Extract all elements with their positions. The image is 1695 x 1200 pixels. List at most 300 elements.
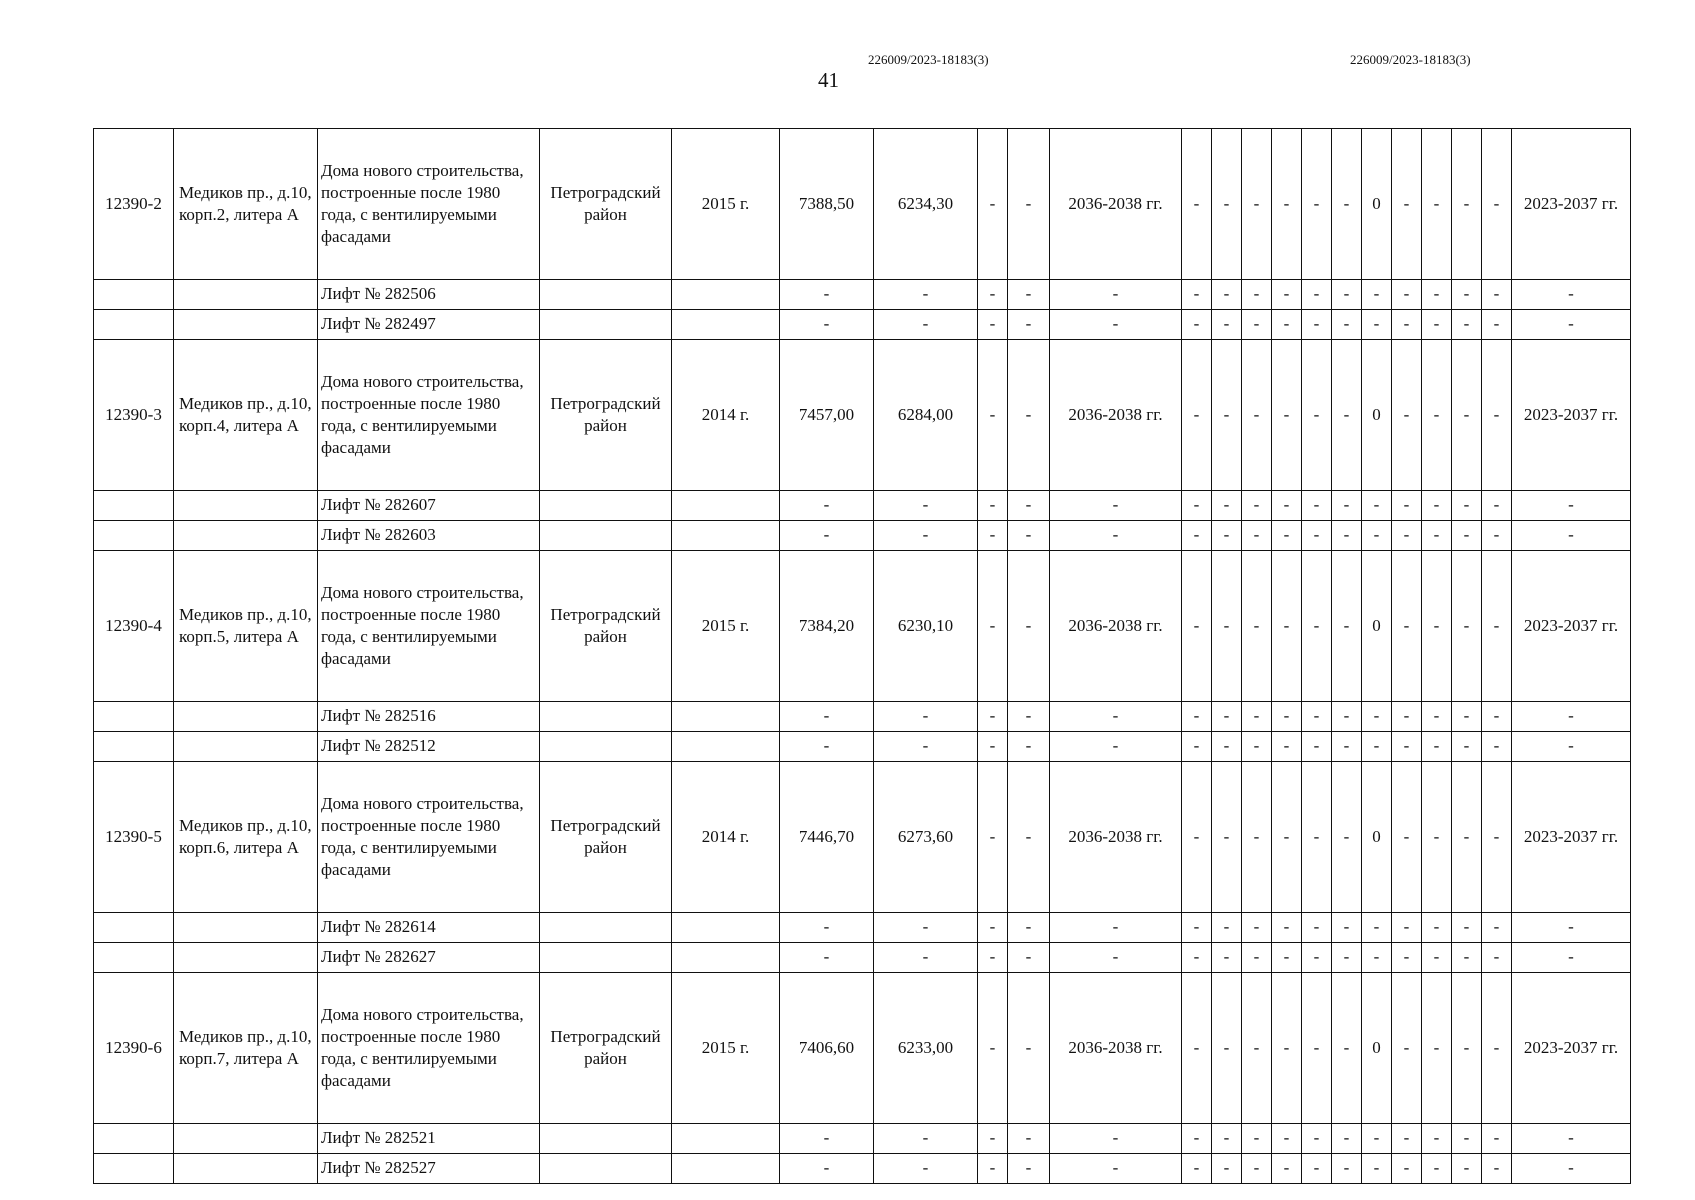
- period-cell: -: [1050, 732, 1182, 762]
- work-type-cell: -: [1422, 1154, 1452, 1184]
- work-type-cell: -: [1242, 943, 1272, 973]
- work-type-cell: -: [1212, 491, 1242, 521]
- work-type-cell: -: [1452, 340, 1482, 491]
- total-area-cell: -: [780, 491, 874, 521]
- mark-cell-1: -: [978, 521, 1008, 551]
- living-area-cell: 6273,60: [874, 762, 978, 913]
- work-type-cell: -: [1422, 732, 1452, 762]
- living-area-cell: 6234,30: [874, 129, 978, 280]
- empty-address-cell: [174, 491, 318, 521]
- work-type-cell: -: [1362, 913, 1392, 943]
- program-period-cell: -: [1512, 491, 1631, 521]
- page-number: 41: [818, 68, 839, 92]
- total-area-cell: 7384,20: [780, 551, 874, 702]
- work-type-cell: -: [1272, 913, 1302, 943]
- mark-cell-1: -: [978, 1124, 1008, 1154]
- period-cell: -: [1050, 1154, 1182, 1184]
- program-period-cell: -: [1512, 913, 1631, 943]
- work-type-cell: -: [1272, 280, 1302, 310]
- work-type-cell: -: [1332, 913, 1362, 943]
- work-type-cell: -: [1392, 551, 1422, 702]
- work-type-cell: -: [1212, 732, 1242, 762]
- empty-address-cell: [174, 913, 318, 943]
- living-area-cell: -: [874, 521, 978, 551]
- total-area-cell: -: [780, 521, 874, 551]
- program-period-cell: -: [1512, 943, 1631, 973]
- mark-cell-1: -: [978, 551, 1008, 702]
- mark-cell-1: -: [978, 340, 1008, 491]
- building-type-cell: Дома нового строительства, построенные после 1980 года, с вентилируемыми фасадами: [318, 551, 540, 702]
- lift-name-cell: Лифт № 282497: [318, 310, 540, 340]
- work-type-cell: -: [1482, 521, 1512, 551]
- work-type-cell: -: [1212, 913, 1242, 943]
- work-type-cell: -: [1482, 943, 1512, 973]
- work-type-cell: -: [1302, 551, 1332, 702]
- work-type-cell: -: [1302, 1124, 1332, 1154]
- mark-cell-2: -: [1008, 310, 1050, 340]
- work-type-cell: -: [1332, 1154, 1362, 1184]
- living-area-cell: -: [874, 491, 978, 521]
- work-type-cell: -: [1422, 943, 1452, 973]
- empty-address-cell: [174, 521, 318, 551]
- empty-district-cell: [540, 310, 672, 340]
- period-cell: -: [1050, 943, 1182, 973]
- empty-year-cell: [672, 310, 780, 340]
- work-type-cell: -: [1272, 1124, 1302, 1154]
- mark-cell-2: -: [1008, 1154, 1050, 1184]
- work-type-cell: -: [1302, 943, 1332, 973]
- work-type-cell: -: [1212, 702, 1242, 732]
- mark-cell-1: -: [978, 973, 1008, 1124]
- total-area-cell: 7446,70: [780, 762, 874, 913]
- mark-cell-1: -: [978, 1154, 1008, 1184]
- work-type-cell: -: [1212, 280, 1242, 310]
- work-type-cell: -: [1272, 310, 1302, 340]
- period-cell: 2036-2038 гг.: [1050, 762, 1182, 913]
- work-type-cell: -: [1182, 129, 1212, 280]
- work-type-cell: -: [1182, 702, 1212, 732]
- empty-id-cell: [94, 491, 174, 521]
- work-type-cell: -: [1242, 1124, 1272, 1154]
- work-type-cell: -: [1452, 702, 1482, 732]
- work-type-cell: -: [1482, 551, 1512, 702]
- empty-district-cell: [540, 732, 672, 762]
- work-type-cell: -: [1362, 1124, 1392, 1154]
- total-area-cell: -: [780, 280, 874, 310]
- work-type-cell: -: [1482, 702, 1512, 732]
- empty-year-cell: [672, 1154, 780, 1184]
- address-cell: Медиков пр., д.10, корп.7, литера А: [174, 973, 318, 1124]
- work-type-cell: -: [1212, 1154, 1242, 1184]
- lift-name-cell: Лифт № 282603: [318, 521, 540, 551]
- mark-cell-2: -: [1008, 340, 1050, 491]
- program-period-cell: -: [1512, 1154, 1631, 1184]
- empty-address-cell: [174, 310, 318, 340]
- lift-name-cell: Лифт № 282527: [318, 1154, 540, 1184]
- empty-year-cell: [672, 702, 780, 732]
- building-type-cell: Дома нового строительства, построенные после 1980 года, с вентилируемыми фасадами: [318, 340, 540, 491]
- work-type-cell: -: [1362, 280, 1392, 310]
- mark-cell-2: -: [1008, 1124, 1050, 1154]
- work-type-cell: -: [1332, 491, 1362, 521]
- empty-address-cell: [174, 1124, 318, 1154]
- work-type-cell: -: [1302, 491, 1332, 521]
- empty-year-cell: [672, 913, 780, 943]
- lift-row: [94, 310, 1631, 340]
- work-type-cell: -: [1182, 732, 1212, 762]
- work-type-cell: -: [1272, 732, 1302, 762]
- empty-id-cell: [94, 310, 174, 340]
- work-type-cell: -: [1332, 521, 1362, 551]
- living-area-cell: -: [874, 943, 978, 973]
- work-type-cell: -: [1302, 732, 1332, 762]
- lift-row: [94, 943, 1631, 973]
- work-type-cell: -: [1422, 1124, 1452, 1154]
- work-type-cell: -: [1272, 762, 1302, 913]
- empty-id-cell: [94, 702, 174, 732]
- program-period-cell: 2023-2037 гг.: [1512, 762, 1631, 913]
- program-period-cell: 2023-2037 гг.: [1512, 129, 1631, 280]
- work-type-cell: -: [1242, 702, 1272, 732]
- work-type-cell: -: [1452, 762, 1482, 913]
- work-type-cell: -: [1482, 340, 1512, 491]
- building-type-cell: Дома нового строительства, построенные после 1980 года, с вентилируемыми фасадами: [318, 129, 540, 280]
- lift-row: [94, 521, 1631, 551]
- work-type-cell: -: [1242, 129, 1272, 280]
- work-type-cell: -: [1392, 702, 1422, 732]
- work-type-cell: -: [1212, 973, 1242, 1124]
- empty-year-cell: [672, 521, 780, 551]
- work-type-cell: -: [1182, 1124, 1212, 1154]
- mark-cell-2: -: [1008, 973, 1050, 1124]
- mark-cell-1: -: [978, 280, 1008, 310]
- program-period-cell: -: [1512, 310, 1631, 340]
- mark-cell-1: -: [978, 491, 1008, 521]
- work-type-cell: -: [1482, 491, 1512, 521]
- work-type-cell: -: [1392, 340, 1422, 491]
- mark-cell-2: -: [1008, 732, 1050, 762]
- work-type-cell: -: [1482, 129, 1512, 280]
- work-type-cell: -: [1272, 1154, 1302, 1184]
- work-type-cell: -: [1332, 129, 1362, 280]
- lift-name-cell: Лифт № 282506: [318, 280, 540, 310]
- period-cell: 2036-2038 гг.: [1050, 129, 1182, 280]
- work-type-cell: -: [1392, 280, 1422, 310]
- work-type-cell: -: [1332, 310, 1362, 340]
- total-area-cell: -: [780, 913, 874, 943]
- year-cell: 2015 г.: [672, 129, 780, 280]
- work-type-cell: -: [1242, 310, 1272, 340]
- work-type-cell: -: [1392, 732, 1422, 762]
- work-type-cell: -: [1422, 973, 1452, 1124]
- lift-row: [94, 702, 1631, 732]
- work-type-cell: -: [1182, 913, 1212, 943]
- district-cell: Петроградский район: [540, 340, 672, 491]
- period-cell: -: [1050, 280, 1182, 310]
- building-row: [94, 340, 1631, 491]
- total-area-cell: -: [780, 310, 874, 340]
- mark-cell-2: -: [1008, 521, 1050, 551]
- work-type-cell: -: [1482, 310, 1512, 340]
- work-type-cell: -: [1212, 762, 1242, 913]
- living-area-cell: -: [874, 1154, 978, 1184]
- mark-cell-1: -: [978, 732, 1008, 762]
- living-area-cell: -: [874, 732, 978, 762]
- work-type-cell: -: [1242, 280, 1272, 310]
- work-type-cell: -: [1182, 280, 1212, 310]
- work-type-cell: -: [1302, 521, 1332, 551]
- empty-address-cell: [174, 943, 318, 973]
- lift-name-cell: Лифт № 282512: [318, 732, 540, 762]
- empty-year-cell: [672, 491, 780, 521]
- work-type-cell: -: [1422, 340, 1452, 491]
- empty-district-cell: [540, 1124, 672, 1154]
- program-period-cell: -: [1512, 702, 1631, 732]
- mark-cell-1: -: [978, 762, 1008, 913]
- work-type-cell: -: [1272, 491, 1302, 521]
- period-cell: -: [1050, 491, 1182, 521]
- total-area-cell: -: [780, 1154, 874, 1184]
- work-type-cell: -: [1302, 129, 1332, 280]
- program-period-cell: 2023-2037 гг.: [1512, 340, 1631, 491]
- work-type-cell: -: [1452, 973, 1482, 1124]
- work-type-cell: 0: [1362, 340, 1392, 491]
- lift-row: [94, 491, 1631, 521]
- work-type-cell: -: [1242, 1154, 1272, 1184]
- work-type-cell: -: [1362, 1154, 1392, 1184]
- work-type-cell: -: [1242, 732, 1272, 762]
- mark-cell-2: -: [1008, 702, 1050, 732]
- mark-cell-2: -: [1008, 551, 1050, 702]
- work-type-cell: -: [1392, 521, 1422, 551]
- work-type-cell: -: [1422, 551, 1452, 702]
- work-type-cell: -: [1482, 1154, 1512, 1184]
- work-type-cell: -: [1242, 973, 1272, 1124]
- work-type-cell: -: [1392, 943, 1422, 973]
- work-type-cell: -: [1212, 129, 1242, 280]
- empty-id-cell: [94, 280, 174, 310]
- work-type-cell: -: [1482, 913, 1512, 943]
- work-type-cell: -: [1302, 310, 1332, 340]
- work-type-cell: -: [1212, 943, 1242, 973]
- empty-year-cell: [672, 280, 780, 310]
- address-cell: Медиков пр., д.10, корп.5, литера А: [174, 551, 318, 702]
- mark-cell-1: -: [978, 943, 1008, 973]
- work-type-cell: -: [1332, 973, 1362, 1124]
- work-type-cell: -: [1302, 702, 1332, 732]
- program-period-cell: -: [1512, 732, 1631, 762]
- lift-name-cell: Лифт № 282627: [318, 943, 540, 973]
- empty-district-cell: [540, 1154, 672, 1184]
- work-type-cell: -: [1452, 129, 1482, 280]
- period-cell: -: [1050, 1124, 1182, 1154]
- work-type-cell: -: [1422, 702, 1452, 732]
- year-cell: 2015 г.: [672, 973, 780, 1124]
- work-type-cell: -: [1422, 521, 1452, 551]
- empty-district-cell: [540, 943, 672, 973]
- empty-address-cell: [174, 732, 318, 762]
- mark-cell-1: -: [978, 913, 1008, 943]
- lift-name-cell: Лифт № 282521: [318, 1124, 540, 1154]
- work-type-cell: -: [1392, 1154, 1422, 1184]
- work-type-cell: -: [1392, 913, 1422, 943]
- total-area-cell: 7457,00: [780, 340, 874, 491]
- empty-district-cell: [540, 521, 672, 551]
- work-type-cell: -: [1212, 521, 1242, 551]
- work-type-cell: -: [1482, 973, 1512, 1124]
- work-type-cell: -: [1452, 310, 1482, 340]
- work-type-cell: -: [1362, 310, 1392, 340]
- period-cell: -: [1050, 913, 1182, 943]
- living-area-cell: 6284,00: [874, 340, 978, 491]
- mark-cell-2: -: [1008, 129, 1050, 280]
- program-period-cell: -: [1512, 280, 1631, 310]
- work-type-cell: -: [1422, 913, 1452, 943]
- period-cell: 2036-2038 гг.: [1050, 551, 1182, 702]
- work-type-cell: -: [1392, 310, 1422, 340]
- work-type-cell: -: [1242, 491, 1272, 521]
- work-type-cell: -: [1272, 129, 1302, 280]
- lift-name-cell: Лифт № 282516: [318, 702, 540, 732]
- total-area-cell: -: [780, 943, 874, 973]
- mark-cell-2: -: [1008, 491, 1050, 521]
- address-cell: Медиков пр., д.10, корп.6, литера А: [174, 762, 318, 913]
- total-area-cell: -: [780, 732, 874, 762]
- empty-id-cell: [94, 1124, 174, 1154]
- mark-cell-2: -: [1008, 943, 1050, 973]
- building-id-cell: 12390-2: [94, 129, 174, 280]
- work-type-cell: -: [1422, 491, 1452, 521]
- work-type-cell: -: [1242, 913, 1272, 943]
- work-type-cell: -: [1422, 762, 1452, 913]
- work-type-cell: -: [1302, 913, 1332, 943]
- work-type-cell: -: [1392, 491, 1422, 521]
- work-type-cell: -: [1452, 551, 1482, 702]
- work-type-cell: -: [1482, 1124, 1512, 1154]
- work-type-cell: -: [1452, 280, 1482, 310]
- work-type-cell: -: [1362, 732, 1392, 762]
- work-type-cell: -: [1362, 702, 1392, 732]
- work-type-cell: -: [1422, 280, 1452, 310]
- empty-year-cell: [672, 732, 780, 762]
- mark-cell-2: -: [1008, 280, 1050, 310]
- building-id-cell: 12390-5: [94, 762, 174, 913]
- work-type-cell: -: [1332, 551, 1362, 702]
- building-row: [94, 762, 1631, 913]
- empty-id-cell: [94, 732, 174, 762]
- living-area-cell: 6230,10: [874, 551, 978, 702]
- building-row: [94, 129, 1631, 280]
- building-row: [94, 973, 1631, 1124]
- empty-address-cell: [174, 1154, 318, 1184]
- work-type-cell: -: [1452, 1154, 1482, 1184]
- housing-program-table: [93, 128, 1631, 1184]
- building-id-cell: 12390-6: [94, 973, 174, 1124]
- mark-cell-2: -: [1008, 913, 1050, 943]
- work-type-cell: -: [1182, 1154, 1212, 1184]
- work-type-cell: -: [1302, 762, 1332, 913]
- living-area-cell: 6233,00: [874, 973, 978, 1124]
- empty-year-cell: [672, 943, 780, 973]
- empty-year-cell: [672, 1124, 780, 1154]
- building-id-cell: 12390-3: [94, 340, 174, 491]
- mark-cell-2: -: [1008, 762, 1050, 913]
- period-cell: -: [1050, 310, 1182, 340]
- living-area-cell: -: [874, 310, 978, 340]
- work-type-cell: -: [1212, 340, 1242, 491]
- district-cell: Петроградский район: [540, 551, 672, 702]
- document-number-right: 226009/2023-18183(3): [1350, 52, 1471, 67]
- address-cell: Медиков пр., д.10, корп.4, литера А: [174, 340, 318, 491]
- year-cell: 2014 г.: [672, 340, 780, 491]
- building-id-cell: 12390-4: [94, 551, 174, 702]
- empty-district-cell: [540, 702, 672, 732]
- work-type-cell: -: [1242, 521, 1272, 551]
- work-type-cell: -: [1302, 973, 1332, 1124]
- total-area-cell: 7406,60: [780, 973, 874, 1124]
- work-type-cell: -: [1482, 732, 1512, 762]
- work-type-cell: -: [1242, 340, 1272, 491]
- work-type-cell: 0: [1362, 129, 1392, 280]
- empty-address-cell: [174, 280, 318, 310]
- work-type-cell: -: [1332, 732, 1362, 762]
- work-type-cell: 0: [1362, 973, 1392, 1124]
- work-type-cell: -: [1422, 310, 1452, 340]
- work-type-cell: -: [1452, 943, 1482, 973]
- work-type-cell: -: [1332, 280, 1362, 310]
- work-type-cell: -: [1332, 340, 1362, 491]
- work-type-cell: -: [1182, 491, 1212, 521]
- empty-id-cell: [94, 521, 174, 551]
- lift-name-cell: Лифт № 282607: [318, 491, 540, 521]
- work-type-cell: -: [1212, 1124, 1242, 1154]
- work-type-cell: 0: [1362, 762, 1392, 913]
- work-type-cell: -: [1272, 943, 1302, 973]
- work-type-cell: -: [1392, 762, 1422, 913]
- program-period-cell: 2023-2037 гг.: [1512, 973, 1631, 1124]
- lift-row: [94, 732, 1631, 762]
- lift-name-cell: Лифт № 282614: [318, 913, 540, 943]
- mark-cell-1: -: [978, 702, 1008, 732]
- total-area-cell: 7388,50: [780, 129, 874, 280]
- program-period-cell: 2023-2037 гг.: [1512, 551, 1631, 702]
- district-cell: Петроградский район: [540, 973, 672, 1124]
- living-area-cell: -: [874, 280, 978, 310]
- work-type-cell: -: [1182, 762, 1212, 913]
- address-cell: Медиков пр., д.10, корп.2, литера А: [174, 129, 318, 280]
- empty-district-cell: [540, 280, 672, 310]
- work-type-cell: -: [1332, 762, 1362, 913]
- period-cell: -: [1050, 702, 1182, 732]
- work-type-cell: -: [1182, 340, 1212, 491]
- work-type-cell: 0: [1362, 551, 1392, 702]
- empty-district-cell: [540, 913, 672, 943]
- mark-cell-1: -: [978, 129, 1008, 280]
- district-cell: Петроградский район: [540, 762, 672, 913]
- work-type-cell: -: [1302, 280, 1332, 310]
- work-type-cell: -: [1272, 702, 1302, 732]
- work-type-cell: -: [1332, 702, 1362, 732]
- work-type-cell: -: [1272, 521, 1302, 551]
- period-cell: 2036-2038 гг.: [1050, 973, 1182, 1124]
- work-type-cell: -: [1452, 521, 1482, 551]
- lift-row: [94, 1124, 1631, 1154]
- district-cell: Петроградский район: [540, 129, 672, 280]
- lift-row: [94, 913, 1631, 943]
- work-type-cell: -: [1182, 943, 1212, 973]
- lift-row: [94, 280, 1631, 310]
- work-type-cell: -: [1242, 551, 1272, 702]
